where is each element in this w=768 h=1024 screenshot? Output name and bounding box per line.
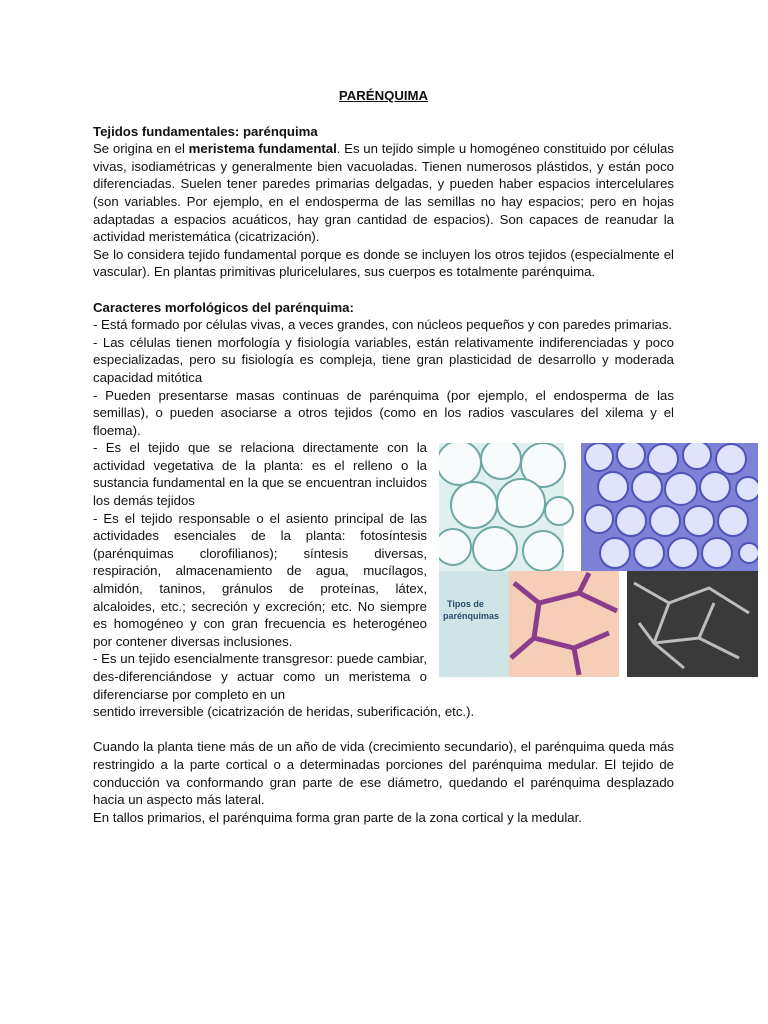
figure-label-line1: Tipos de [447,599,484,610]
list-item: - Es un tejido esencialmente transgresor: puede cambiar, des-diferenciándose y actuar como un meristema o diferenciarse por completo en un [93,651,427,702]
parenchyma-micrographs-image [439,443,758,677]
section-heading-tejidos: Tejidos fundamentales: parénquima [93,123,318,139]
parenchyma-types-figure [439,443,758,677]
section-heading-caracteres: Caracteres morfológicos del parénquima: [93,299,354,315]
page-title: PARÉNQUIMA [338,88,429,103]
list-item-tail: sentido irreversible (cicatrización de heridas, suberificación, etc.). [93,704,475,720]
paragraph-origen-pre: Se origina en el [93,141,189,157]
figure-label-line2: parénquimas [443,611,500,622]
paragraph-tejido-fundamental: Se lo considera tejido fundamental porque es donde se incluyen los otros tejidos (especialmente el vascular). En plantas primitivas pluricelulares, sus cuerpos es totalmente parénquima. [93,246,674,280]
list-item: - Pueden presentarse masas continuas de parénquima (por ejemplo, el endosperma de las semillas), o pueden asociarse a otros tejidos (como en los radios vasculares del xilema y el floema). [93,387,674,438]
list-item: - Las células tienen morfología y fisiología variables, están relativamente indiferenciadas y poco especializadas, pero su fisiología es compleja, tiene gran plasticidad de desarrollo y moderada capacidad mitótica [93,334,674,385]
list-item: - Es el tejido que se relaciona directamente con la actividad vegetativa de la planta: es el relleno o la sustancia fundamental en la que se encuentran incluidos los demás tejidos [93,440,427,509]
paragraph-tallos-primarios: En tallos primarios, el parénquima forma gran parte de la zona cortical y la medular. [93,809,582,825]
list-item: - Es el tejido responsable o el asiento principal de las actividades esenciales de la planta: fotosíntesis (parénquimas clorofilianos); síntesis diversas, respiración, almacenamiento de agua, mucílagos, almidón, taninos, gránulos de proteínas, látex, alcaloides, etc.; secreción y excreción; etc. No siempre es homogéneo y con gran frecuencia es heterogéneo por contener diversas inclusiones. [93,510,427,649]
meristema-fundamental-term: meristema fundamental [188,141,337,157]
document-page [93,87,674,826]
list-item: - Está formado por células vivas, a veces grandes, con núcleos pequeños y con paredes primarias. [93,317,673,333]
paragraph-origen-post: . Es un tejido simple u homogéneo constituido por células vivas, isodiamétricas y generalmente bien vacuoladas. Tienen numerosos plástidos, y están poco diferenciadas. Suelen tener paredes primarias delgadas, y pueden haber espacios intercelulares (son variables. Por ejemplo, en el endosperma de las semillas no hay espacios; pero en hojas adaptadas a espacios acuáticos, hay gran cantidad de espacios). Son capaces de reanudar la actividad meristemática (cicatrización). [93,141,674,245]
paragraph-origen [93,140,674,246]
paragraph-crecimiento-secundario: Cuando la planta tiene más de un año de vida (crecimiento secundario), el parénquima queda más restringido a la parte cortical o a determinadas porciones del parénquima medular. El tejido de conducción va conformando gran parte de ese diámetro, quedando el parénquima desplazado hacia un aspecto más lateral. [93,739,674,808]
